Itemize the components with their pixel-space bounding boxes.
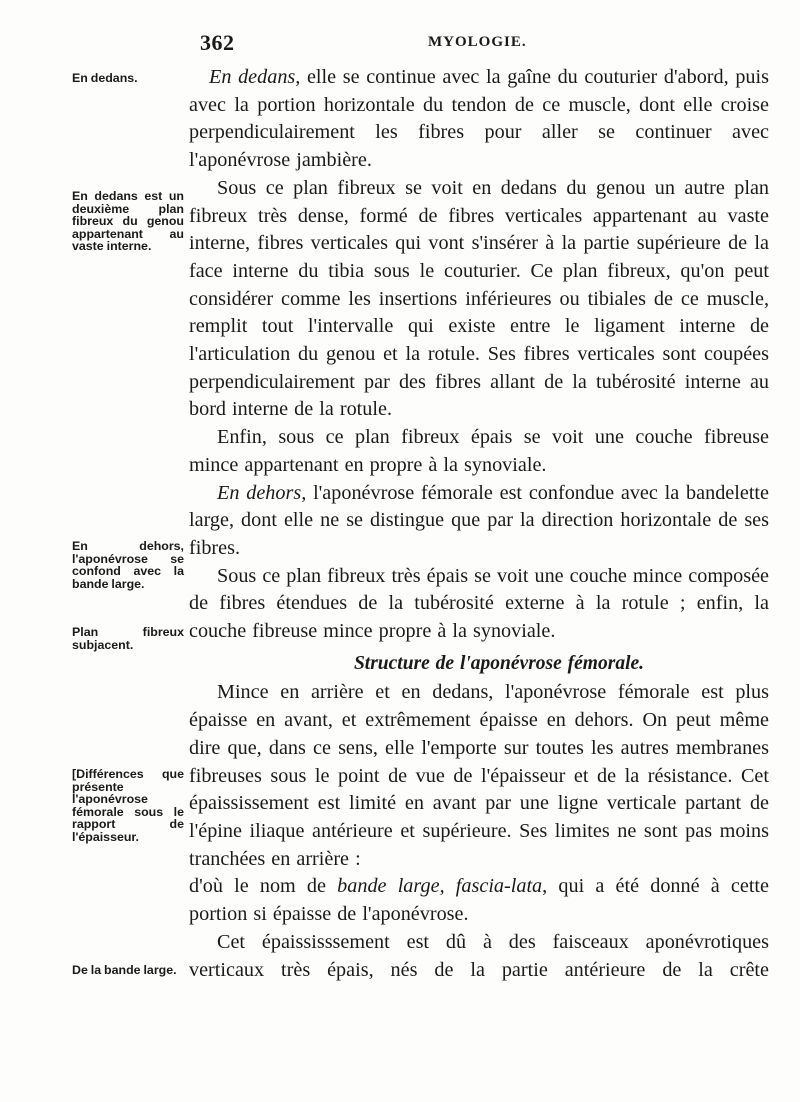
sidenote-bande-large: De la bande large. <box>72 963 177 977</box>
paragraph <box>189 64 769 175</box>
term-fascia-lata: fascia-lata <box>455 875 543 898</box>
paragraph-lead: En dedans, <box>209 66 301 88</box>
paragraph-text: , qui a été donné à cette portion si épaisse de l'aponévrose. <box>189 875 769 926</box>
paragraph-text: elle se continue avec la gaîne du couturier d'abord, puis avec la portion horizontale du tendon de ce muscle, dont elle croise perpendiculairement les fibres pour aller se continuer avec l'aponévrose jambière. <box>189 66 769 172</box>
sidenote-en-dedans: En dedans. <box>72 71 138 85</box>
main-text <box>189 64 769 984</box>
running-head: MYOLOGIE. <box>428 34 527 50</box>
paragraph-text: d'où le nom de <box>189 875 338 898</box>
paragraph-text: , <box>439 875 456 898</box>
sidenote-en-dehors: En dehors, l'aponévrose se confond avec la bande large. <box>72 539 184 591</box>
sidenote-plan-fibreux-subjacent: Plan fibreux subjacent. <box>72 625 184 652</box>
paragraph <box>189 873 769 928</box>
paragraph: Enfin, sous ce plan fibreux épais se voit une couche fibreuse mince appartenant en propre à la synoviale. <box>189 426 769 476</box>
paragraph: Mince en arrière et en dedans, l'aponévrose fémorale est plus épaisse en avant, et extrêmement épaisse en dehors. On peut même dire que, dans ce sens, elle l'emporte sur toutes les autres membranes fibreuses sous le point de vue de l'épaisseur et de la résistance. Cet épaississement est limité en avant par une ligne verticale partant de l'épine iliaque antérieure et supérieure. Ses limites ne sont pas moins tranchées en arrière : <box>189 681 769 870</box>
paragraph: Sous ce plan fibreux se voit en dedans du genou un autre plan fibreux très dense, formé de fibres verticales appartenant au vaste interne, fibres verticales qui vont s'insérer à la partie supérieure de la face interne du tibia sous le couturier. Ce plan fibreux, qu'on peut considérer comme les insertions inférieures ou tibiales de ce muscle, remplit tout l'intervalle qui existe entre le ligament interne de l'articulation du genou et la rotule. Ses fibres verticales sont coupées perpendiculairement par des fibres allant de la tubérosité interne au bord interne de la rotule. <box>189 176 769 421</box>
sidenote-deuxieme-plan: En dedans est un deuxième plan fibreux du genou appartenant au vaste interne. <box>72 189 184 253</box>
page-number: 362 <box>200 30 235 55</box>
page-header <box>0 30 800 60</box>
term-bande-large: bande large <box>337 875 440 898</box>
section-heading: Structure de l'aponévrose fémorale. <box>353 652 645 674</box>
paragraph-lead: En dehors, <box>217 481 307 504</box>
paragraph: Cet épaississsement est dû à des faisceaux aponévrotiques verticaux très épais, nés de la partie antérieure de la crête <box>189 930 769 981</box>
paragraph: Sous ce plan fibreux très épais se voit une couche mince composée de fibres étendues de la tubérosité externe à la rotule ; enfin, la couche fibreuse mince propre à la synoviale. <box>189 564 769 643</box>
paragraph <box>189 480 769 563</box>
paragraph-text: l'aponévrose fémorale est confondue avec la bandelette large, dont elle ne se distingue que par la direction horizontale de ses fibres. <box>189 481 769 559</box>
sidenote-differences-epaisseur: [Différences que présente l'aponévrose fémorale sous le rapport de l'épaisseur. <box>72 767 184 844</box>
